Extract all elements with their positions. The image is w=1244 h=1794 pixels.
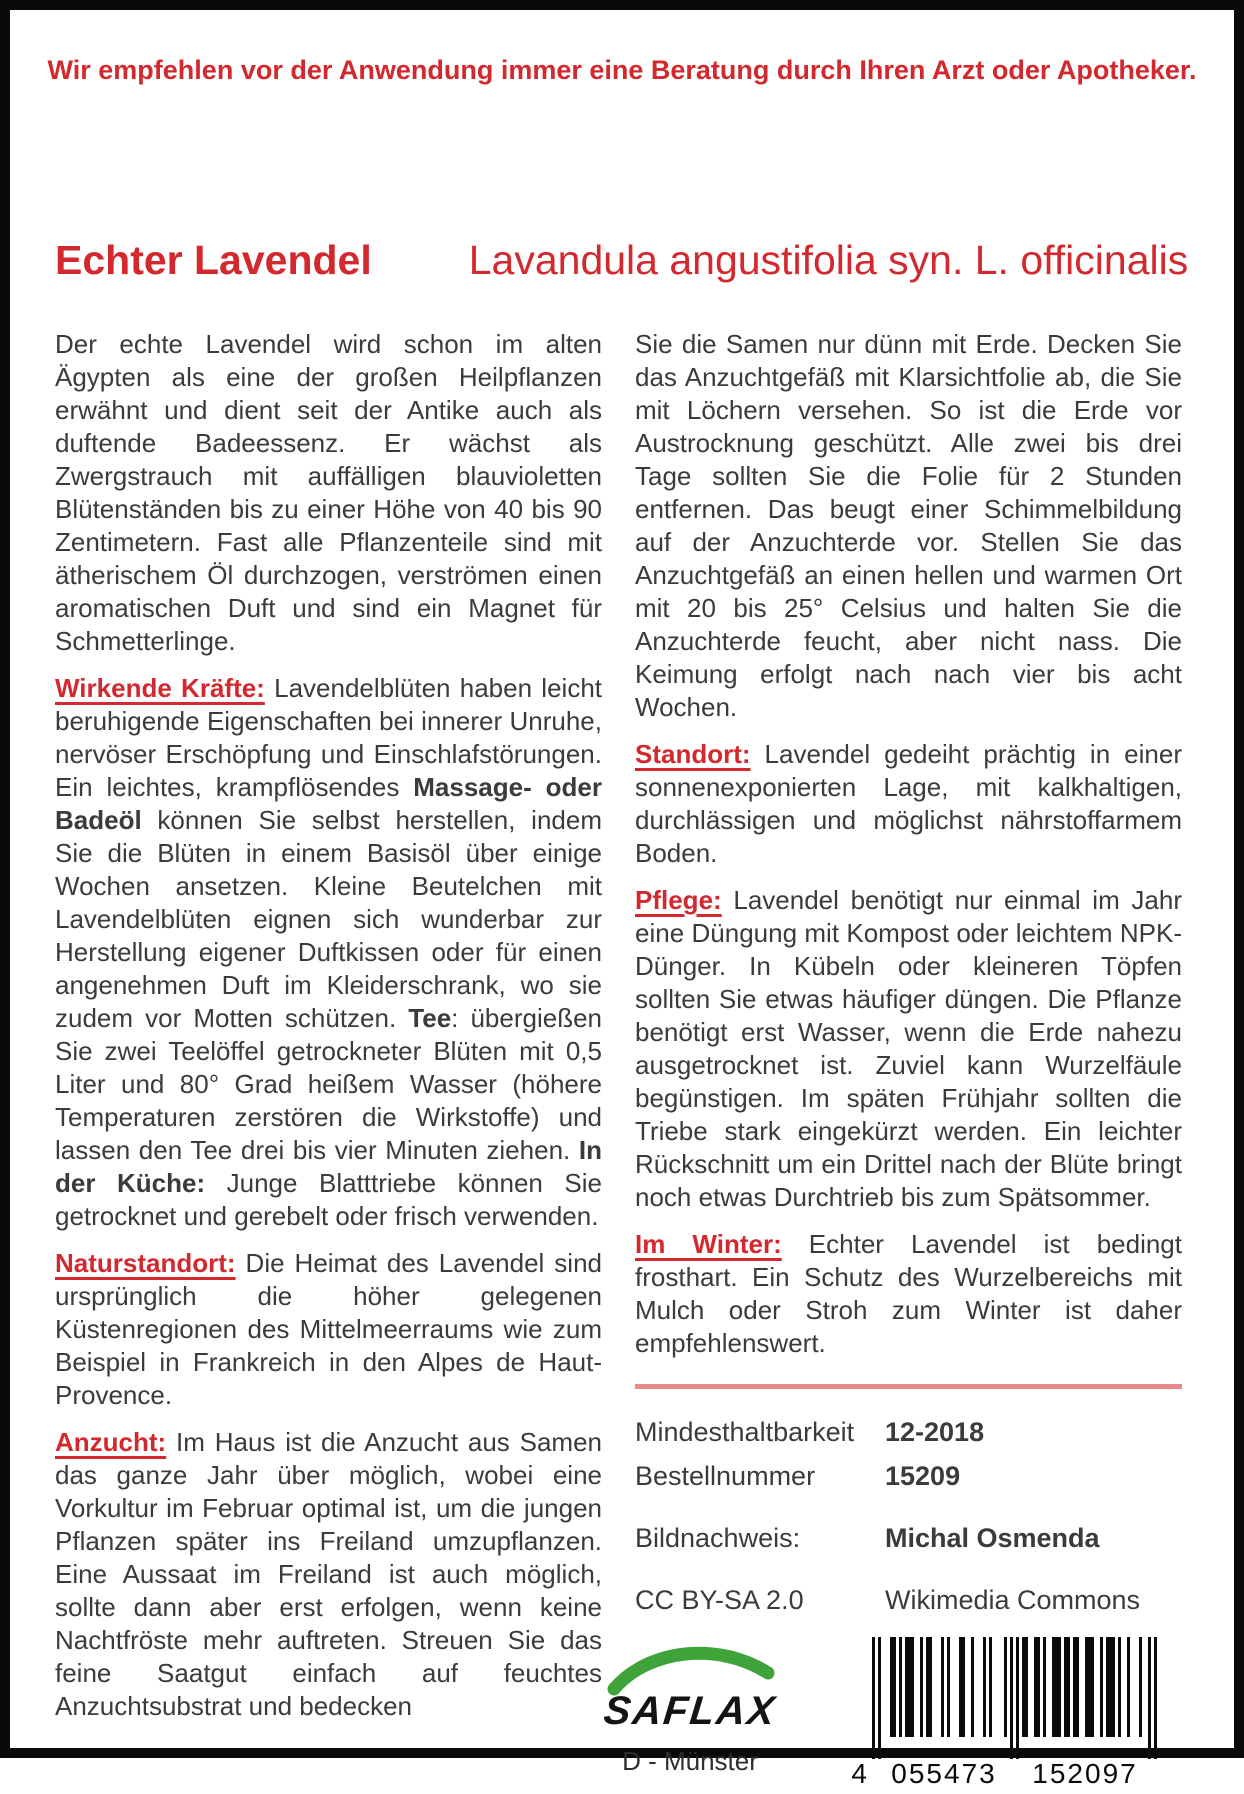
botanical-name: Lavandula angustifolia syn. L. officinalis bbox=[468, 237, 1189, 283]
paragraph bbox=[55, 1426, 602, 1723]
info-value: 15209 bbox=[885, 1461, 961, 1491]
body-text: Lavendel gedeiht prächtig in einer sonnenexponierten Lage, mit kalkhaltigen, durchlässigen und möglichst nährstoffarmem Boden. bbox=[635, 739, 1182, 868]
body-text: : übergießen Sie zwei Teelöffel getrockneter Blüten mit 0,5 Liter und 80° Grad heißem Wasser (höhere Temperaturen zerstören die Wirkstoffe) und lassen den Tee drei bis vier Minuten ziehen. bbox=[55, 1003, 603, 1165]
paragraph bbox=[635, 884, 1182, 1214]
body-text: können Sie selbst herstellen, indem Sie die Blüten in einem Basisöl über einige Wochen ansetzen. Kleine Beutelchen mit Lavendelblüten eignen sich wunderbar zur Herstellung eigener Duftkissen oder für einen angenehmen Duft im Kleiderschrank, wo sie zudem vor Motten schützen. bbox=[55, 805, 602, 1033]
text-columns bbox=[55, 328, 1187, 1794]
body-text: Die Heimat des Lavendel sind ursprünglich die höher gelegenen Küstenregionen des Mittelmeerraums wie zum Beispiel in Frankreich in den Alpes de Haut-Provence. bbox=[55, 1248, 602, 1410]
info-value: Wikimedia Commons bbox=[885, 1585, 1141, 1615]
right-column-paragraphs bbox=[635, 328, 1182, 1360]
barcode bbox=[851, 1637, 1166, 1794]
info-label: Bestellnummer bbox=[635, 1461, 816, 1491]
paragraph bbox=[635, 1228, 1182, 1360]
info-table bbox=[635, 1415, 1182, 1617]
body-text: Junge Blatttriebe können Sie getrocknet und gerebelt oder frisch verwenden. bbox=[55, 1168, 602, 1231]
body-text: Echter Lavendel ist bedingt frosthart. Ein Schutz des Wurzelbereichs mit Mulch oder Stroh zum Winter ist daher empfehlenswert. bbox=[635, 1229, 1182, 1358]
barcode-digits: 4 bbox=[851, 1758, 869, 1789]
plant-title: Echter Lavendel bbox=[55, 237, 372, 283]
brand-arc-icon bbox=[600, 1633, 780, 1695]
info-value: Michal Osmenda bbox=[885, 1523, 1100, 1553]
bold-text: Massage- oder Badeöl bbox=[55, 772, 602, 835]
body-text: Lavendel benötigt nur einmal im Jahr eine Düngung mit Kompost oder leichtem NPK-Dünger. In Kübeln oder kleineren Töpfen sollten Sie etwas häufiger düngen. Die Pflanze benötigt erst Wasser, wenn die Erde nahezu ausgetrocknet ist. Zuviel kann Wurzelfäule begünstigen. Im späten Frühjahr sollten die Triebe stark eingekürzt werden. Ein leichter Rückschnitt um ein Drittel nach der Blüte bringt noch etwas Durchtrieb bis zum Spätsommer. bbox=[635, 885, 1182, 1212]
body-text: Der echte Lavendel wird schon im alten Ägypten als eine der großen Heilpflanzen erwähnt und dient seit der Antike auch als duftende Badeessenz. Er wächst als Zwergstrauch mit auffälligen blauvioletten Blütenständen bis zu einer Höhe von 40 bis 90 Zentimetern. Fast alle Pflanzenteile sind mit ätherischem Öl durchzogen, verströmen einen aromatischen Duft und sind ein Magnet für Schmetterlinge. bbox=[55, 329, 602, 656]
section-heading: Pflege: bbox=[635, 885, 722, 915]
body-text: Sie die Samen nur dünn mit Erde. Decken Sie das Anzuchtgefäß mit Klarsichtfolie ab, die Sie mit Löchern versehen. So ist die Erde vor Austrocknung geschützt. Alle zwei bis drei Tage sollten Sie die Folie für 2 Stunden entfernen. Das beugt einer Schimmelbildung auf der Anzuchterde vor. Stellen Sie das Anzuchtgefäß an einen hellen und warmen Ort mit 20 bis 25° Celsius und halten Sie die Anzuchterde feucht, aber nicht nass. Die Keimung erfolgt nach nach vier bis acht Wochen. bbox=[635, 329, 1182, 722]
paragraph bbox=[635, 328, 1182, 724]
paragraph bbox=[55, 1247, 602, 1412]
saflax-logo bbox=[590, 1633, 790, 1777]
paragraph bbox=[635, 738, 1182, 870]
info-row-spacer bbox=[635, 1503, 1182, 1511]
bold-text: In der Küche: bbox=[55, 1135, 602, 1198]
info-label: Mindesthaltbarkeit bbox=[635, 1417, 855, 1447]
advisory-banner: Wir empfehlen vor der Anwendung immer eine Beratung durch Ihren Arzt oder Apotheker. bbox=[47, 55, 1197, 85]
section-heading: Im Winter: bbox=[635, 1229, 782, 1259]
paragraph bbox=[55, 328, 602, 658]
info-row-spacer bbox=[635, 1565, 1182, 1573]
section-heading: Standort: bbox=[635, 739, 751, 769]
brand-origin: D - Münster bbox=[622, 1746, 758, 1776]
section-heading: Anzucht: bbox=[55, 1427, 167, 1457]
text-column-right bbox=[601, 328, 1182, 1794]
barcode-digits: 055473 bbox=[891, 1758, 997, 1789]
section-heading: Wirkende Kräfte: bbox=[55, 673, 265, 703]
body-text: Im Haus ist die Anzucht aus Samen das ganze Jahr über möglich, wobei eine Vorkultur im Februar optimal ist, um die jungen Pflanzen später ins Freiland umzupflanzen. Eine Aussaat im Freiland ist auch möglich, sollte dann aber erst erfolgen, wenn keine Nachtfröste mehr auftreten. Streuen Sie das feine Saatgut einfach auf feuchtes Anzuchtsubstrat und bedecken bbox=[55, 1427, 602, 1721]
body-text: Lavendelblüten haben leicht beruhigende Eigenschaften bei innerer Unruhe, nervöser Erschöpfung und Einschlafstörungen. Ein leichtes, krampflösendes bbox=[55, 673, 603, 802]
section-heading: Naturstandort: bbox=[55, 1248, 236, 1278]
brand-name: SAFLAX bbox=[601, 1689, 779, 1733]
title-row bbox=[55, 237, 1234, 284]
info-label: CC BY-SA 2.0 bbox=[635, 1585, 804, 1615]
brand-and-barcode bbox=[590, 1633, 1182, 1794]
divider-line bbox=[635, 1384, 1182, 1389]
barcode-bars-icon bbox=[851, 1637, 1166, 1789]
barcode-digits: 152097 bbox=[1032, 1758, 1138, 1789]
info-label: Bildnachweis: bbox=[635, 1523, 801, 1553]
paragraph bbox=[55, 672, 602, 1233]
info-value: 12-2018 bbox=[885, 1417, 985, 1447]
text-column-left bbox=[55, 328, 602, 1794]
bold-text: Tee bbox=[408, 1003, 452, 1033]
